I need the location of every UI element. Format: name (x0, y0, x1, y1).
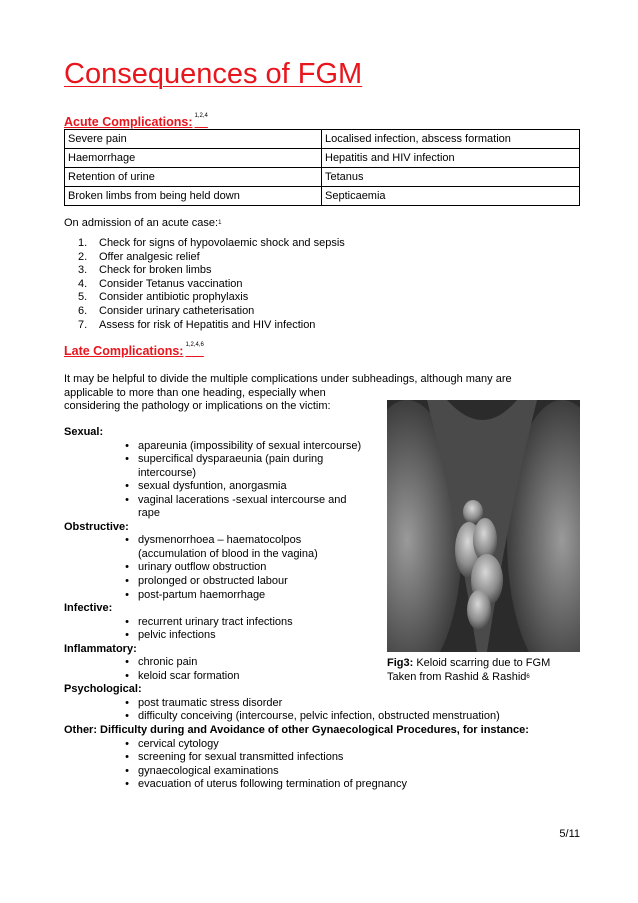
list-item (78, 237, 345, 251)
bullet-icon: • (125, 737, 129, 750)
list-item-text: rape (138, 507, 161, 520)
bullet-icon: • (125, 669, 129, 682)
admission-steps-list (78, 237, 345, 332)
list-item-text: keloid scar formation (138, 669, 240, 682)
list-item (64, 765, 584, 779)
step-text: Assess for risk of Hepatitis and HIV infection (99, 318, 316, 331)
page-title: Consequences of FGM (64, 58, 363, 90)
list-item-text: post-partum haemorrhage (138, 588, 266, 601)
step-text: Consider Tetanus vaccination (99, 277, 243, 290)
list-item (64, 670, 584, 684)
step-number: 1. (78, 237, 88, 249)
bullet-icon: • (125, 764, 129, 777)
list-item (64, 467, 584, 481)
late-intro-line-3: considering the pathology or implications on the victim: (64, 400, 331, 412)
table-row (65, 149, 580, 168)
list-item (64, 534, 584, 548)
category-heading: Other: Difficulty during and Avoidance of other Gynaecological Procedures, for instance: (64, 724, 529, 737)
step-text: Offer analgesic relief (99, 250, 200, 263)
step-number: 5. (78, 291, 88, 304)
list-item (64, 629, 584, 643)
step-text: Consider antibiotic prophylaxis (99, 291, 249, 304)
list-item-text: vaginal lacerations -sexual intercourse and (138, 493, 347, 506)
list-item (64, 453, 584, 467)
acute-heading-refs: 1,2,4 (194, 113, 208, 119)
table-cell: Hepatitis and HIV infection (322, 149, 580, 168)
figure-source-ref: 6 (526, 673, 530, 680)
list-item (78, 305, 345, 319)
category-heading: Infective: (64, 602, 113, 615)
table-cell: Retention of urine (65, 168, 322, 187)
list-item (64, 561, 584, 575)
list-item (64, 589, 584, 603)
list-item (64, 616, 584, 630)
admission-text: On admission of an acute case: (64, 217, 219, 229)
list-item-text: evacuation of uterus following termination of pregnancy (138, 778, 408, 791)
step-number: 7. (78, 318, 88, 331)
step-number: 6. (78, 304, 88, 317)
bullet-icon (116, 507, 138, 521)
list-item-text: pelvic infections (138, 629, 216, 642)
list-item (64, 778, 584, 792)
table-row (65, 168, 580, 187)
step-text: Consider urinary catheterisation (99, 304, 255, 317)
list-item-text: sexual dysfuntion, anorgasmia (138, 480, 287, 493)
bullet-icon: • (125, 439, 129, 452)
step-number: 3. (78, 264, 88, 277)
list-item (64, 548, 584, 562)
bullet-icon: • (125, 656, 129, 669)
table-cell: Tetanus (322, 168, 580, 187)
admission-ref: 1 (218, 220, 222, 226)
acute-heading-text: Acute Complications: (64, 115, 193, 129)
table-row (65, 187, 580, 206)
list-item (64, 507, 584, 521)
bullet-icon: • (125, 453, 129, 466)
list-item (64, 440, 584, 454)
bullet-icon: • (125, 575, 129, 588)
list-item-text: urinary outflow obstruction (138, 561, 267, 574)
table-row (65, 130, 580, 149)
list-item-text: cervical cytology (138, 737, 219, 750)
table-cell: Broken limbs from being held down (65, 187, 322, 206)
bullet-icon: • (125, 480, 129, 493)
list-item-text: chronic pain (138, 656, 198, 669)
bullet-icon: • (125, 710, 129, 723)
category-heading: Inflammatory: (64, 642, 137, 655)
figure-label: Fig3: (387, 657, 414, 669)
list-item (78, 278, 345, 292)
bullet-icon: • (125, 534, 129, 547)
figure-source: Taken from Rashid & Rashid (387, 670, 527, 683)
bullet-icon: • (125, 615, 129, 628)
bullet-icon: • (125, 561, 129, 574)
table-cell: Severe pain (65, 130, 322, 149)
bullet-icon: • (125, 629, 129, 642)
bullet-icon: • (125, 493, 129, 506)
acute-heading (64, 115, 208, 129)
list-item (78, 291, 345, 305)
list-item (64, 656, 584, 670)
list-item (78, 251, 345, 265)
list-item-text: intercourse) (138, 466, 197, 479)
list-item-text: supercifical dysparaeunia (pain during (138, 453, 324, 466)
list-item (64, 710, 584, 724)
step-number: 4. (78, 277, 88, 290)
list-item-text: prolonged or obstructed labour (138, 575, 288, 588)
acute-complications-table (64, 129, 580, 206)
bullet-icon: • (125, 778, 129, 791)
admission-intro (64, 217, 221, 231)
late-heading-text: Late Complications: (64, 344, 184, 358)
figure-caption-text: Keloid scarring due to FGM (416, 657, 551, 669)
list-item (64, 494, 584, 508)
late-intro-line-2: applicable to more than one heading, especially when (64, 386, 326, 399)
list-item-text: apareunia (impossibility of sexual intercourse) (138, 439, 362, 452)
list-item-text: gynaecological examinations (138, 764, 279, 777)
bullet-icon (116, 467, 138, 481)
list-item-text: dysmenorrhoea – haematocolpos (138, 534, 302, 547)
list-item-text: post traumatic stress disorder (138, 696, 283, 709)
table-cell: Localised infection, abscess formation (322, 130, 580, 149)
list-item-text: recurrent urinary tract infections (138, 615, 293, 628)
table-cell: Septicaemia (322, 187, 580, 206)
step-number: 2. (78, 250, 88, 263)
list-item (64, 697, 584, 711)
late-heading-refs: 1,2,4,6 (185, 342, 204, 348)
list-item (64, 480, 584, 494)
bullet-icon: • (125, 696, 129, 709)
step-text: Check for broken limbs (99, 264, 212, 277)
list-item-text: difficulty conceiving (intercourse, pelvic infection, obstructed menstruation) (138, 710, 500, 723)
category-heading: Obstructive: (64, 520, 129, 533)
late-complications-list (64, 426, 584, 792)
list-item (78, 319, 345, 333)
list-item (64, 738, 584, 752)
category-heading: Psychological: (64, 683, 142, 696)
list-item (64, 751, 584, 765)
list-item-text: screening for sexual transmitted infections (138, 751, 344, 764)
late-intro-line-1: It may be helpful to divide the multiple complications under subheadings, although many are (64, 373, 512, 385)
late-heading (64, 344, 204, 358)
step-text: Check for signs of hypovolaemic shock and sepsis (99, 237, 345, 249)
table-cell: Haemorrhage (65, 149, 322, 168)
bullet-icon: • (125, 588, 129, 601)
bullet-icon (116, 548, 138, 562)
category-heading: Sexual: (64, 426, 104, 438)
page-number: 5/11 (559, 828, 580, 840)
list-item-text: (accumulation of blood in the vagina) (138, 547, 318, 560)
list-item (64, 575, 584, 589)
bullet-icon: • (125, 751, 129, 764)
list-item (78, 264, 345, 278)
